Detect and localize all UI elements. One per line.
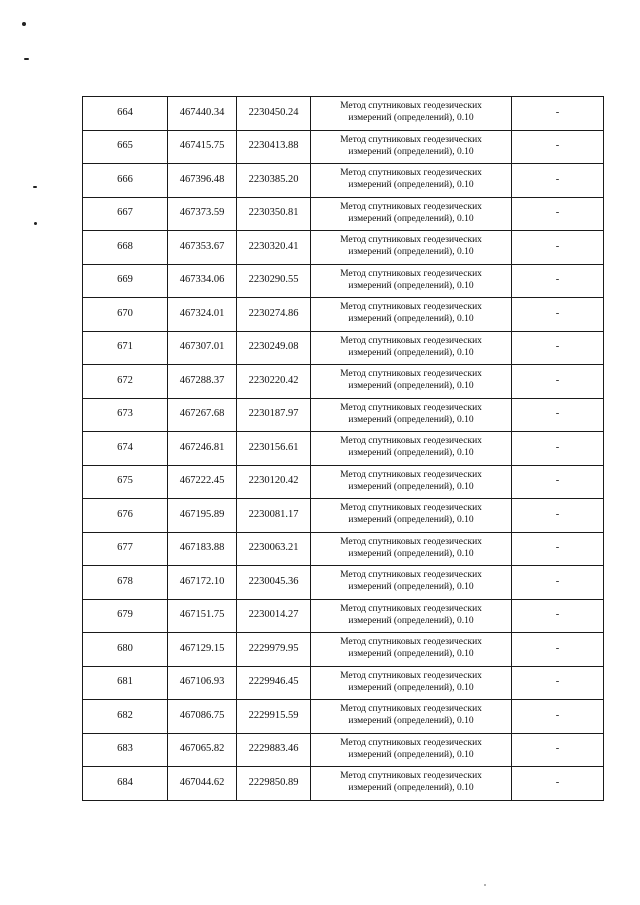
description-cell: - xyxy=(512,97,604,131)
method-cell xyxy=(311,365,512,399)
method-line-1: Метод спутниковых геодезических xyxy=(340,570,482,581)
x-coordinate-cell: 467151.75 xyxy=(168,599,237,633)
x-coordinate-cell: 467415.75 xyxy=(168,130,237,164)
y-coordinate-cell: 2230350.81 xyxy=(237,197,311,231)
method-cell xyxy=(311,733,512,767)
method-line-1: Метод спутниковых геодезических xyxy=(340,168,482,179)
table-row xyxy=(83,633,604,667)
method-line-1: Метод спутниковых геодезических xyxy=(340,603,482,614)
point-number-cell: 665 xyxy=(83,130,168,164)
x-coordinate-cell: 467183.88 xyxy=(168,532,237,566)
table-row xyxy=(83,767,604,801)
description-cell: - xyxy=(512,264,604,298)
y-coordinate-cell: 2230045.36 xyxy=(237,566,311,600)
point-number-cell: 667 xyxy=(83,197,168,231)
method-cell xyxy=(311,566,512,600)
method-line-2: измерений (определений), 0.10 xyxy=(348,548,474,559)
method-line-2: измерений (определений), 0.10 xyxy=(348,381,474,392)
method-line-1: Метод спутниковых геодезических xyxy=(340,637,482,648)
method-cell xyxy=(311,130,512,164)
point-number-cell: 680 xyxy=(83,633,168,667)
x-coordinate-cell: 467195.89 xyxy=(168,499,237,533)
x-coordinate-cell: 467334.06 xyxy=(168,264,237,298)
table-row xyxy=(83,599,604,633)
method-line-1: Метод спутниковых геодезических xyxy=(340,302,482,313)
method-cell xyxy=(311,298,512,332)
method-line-2: измерений (определений), 0.10 xyxy=(348,582,474,593)
point-number-cell: 669 xyxy=(83,264,168,298)
table-row xyxy=(83,432,604,466)
method-line-1: Метод спутниковых геодезических xyxy=(340,402,482,413)
table-row xyxy=(83,566,604,600)
y-coordinate-cell: 2230249.08 xyxy=(237,331,311,365)
method-cell xyxy=(311,633,512,667)
method-line-2: измерений (определений), 0.10 xyxy=(348,515,474,526)
coordinates-table-body xyxy=(83,97,604,801)
description-cell: - xyxy=(512,700,604,734)
x-coordinate-cell: 467267.68 xyxy=(168,398,237,432)
method-line-1: Метод спутниковых геодезических xyxy=(340,503,482,514)
method-line-1: Метод спутниковых геодезических xyxy=(340,704,482,715)
y-coordinate-cell: 2229883.46 xyxy=(237,733,311,767)
scan-speck xyxy=(24,58,29,60)
point-number-cell: 679 xyxy=(83,599,168,633)
method-line-1: Метод спутниковых геодезических xyxy=(340,436,482,447)
point-number-cell: 670 xyxy=(83,298,168,332)
description-cell: - xyxy=(512,499,604,533)
description-cell: - xyxy=(512,733,604,767)
y-coordinate-cell: 2230120.42 xyxy=(237,465,311,499)
point-number-cell: 677 xyxy=(83,532,168,566)
method-cell xyxy=(311,331,512,365)
point-number-cell: 664 xyxy=(83,97,168,131)
y-coordinate-cell: 2230274.86 xyxy=(237,298,311,332)
table-row xyxy=(83,298,604,332)
description-cell: - xyxy=(512,197,604,231)
x-coordinate-cell: 467288.37 xyxy=(168,365,237,399)
method-line-2: измерений (определений), 0.10 xyxy=(348,649,474,660)
point-number-cell: 668 xyxy=(83,231,168,265)
method-line-1: Метод спутниковых геодезических xyxy=(340,536,482,547)
y-coordinate-cell: 2230450.24 xyxy=(237,97,311,131)
description-cell: - xyxy=(512,767,604,801)
y-coordinate-cell: 2229850.89 xyxy=(237,767,311,801)
method-cell xyxy=(311,700,512,734)
method-line-1: Метод спутниковых геодезических xyxy=(340,369,482,380)
method-line-1: Метод спутниковых геодезических xyxy=(340,101,482,112)
method-line-2: измерений (определений), 0.10 xyxy=(348,213,474,224)
method-cell xyxy=(311,197,512,231)
table-row xyxy=(83,700,604,734)
x-coordinate-cell: 467440.34 xyxy=(168,97,237,131)
point-number-cell: 671 xyxy=(83,331,168,365)
method-cell xyxy=(311,398,512,432)
point-number-cell: 666 xyxy=(83,164,168,198)
x-coordinate-cell: 467307.01 xyxy=(168,331,237,365)
method-cell xyxy=(311,164,512,198)
table-row xyxy=(83,666,604,700)
method-line-2: измерений (определений), 0.10 xyxy=(348,615,474,626)
description-cell: - xyxy=(512,599,604,633)
y-coordinate-cell: 2230290.55 xyxy=(237,264,311,298)
point-number-cell: 682 xyxy=(83,700,168,734)
y-coordinate-cell: 2230385.20 xyxy=(237,164,311,198)
method-cell xyxy=(311,432,512,466)
method-cell xyxy=(311,231,512,265)
scan-speck xyxy=(484,884,486,886)
table-row xyxy=(83,331,604,365)
method-line-2: измерений (определений), 0.10 xyxy=(348,783,474,794)
method-line-1: Метод спутниковых геодезических xyxy=(340,771,482,782)
y-coordinate-cell: 2229946.45 xyxy=(237,666,311,700)
y-coordinate-cell: 2229915.59 xyxy=(237,700,311,734)
x-coordinate-cell: 467106.93 xyxy=(168,666,237,700)
table-row xyxy=(83,733,604,767)
method-line-2: измерений (определений), 0.10 xyxy=(348,314,474,325)
description-cell: - xyxy=(512,666,604,700)
point-number-cell: 678 xyxy=(83,566,168,600)
table-row xyxy=(83,164,604,198)
x-coordinate-cell: 467373.59 xyxy=(168,197,237,231)
x-coordinate-cell: 467065.82 xyxy=(168,733,237,767)
table-row xyxy=(83,97,604,131)
point-number-cell: 683 xyxy=(83,733,168,767)
x-coordinate-cell: 467222.45 xyxy=(168,465,237,499)
method-line-1: Метод спутниковых геодезических xyxy=(340,201,482,212)
scan-speck xyxy=(34,222,37,225)
table-row xyxy=(83,532,604,566)
x-coordinate-cell: 467353.67 xyxy=(168,231,237,265)
y-coordinate-cell: 2230081.17 xyxy=(237,499,311,533)
method-cell xyxy=(311,767,512,801)
y-coordinate-cell: 2230063.21 xyxy=(237,532,311,566)
y-coordinate-cell: 2230014.27 xyxy=(237,599,311,633)
point-number-cell: 681 xyxy=(83,666,168,700)
description-cell: - xyxy=(512,633,604,667)
point-number-cell: 675 xyxy=(83,465,168,499)
method-line-2: измерений (определений), 0.10 xyxy=(348,749,474,760)
y-coordinate-cell: 2230320.41 xyxy=(237,231,311,265)
method-line-2: измерений (определений), 0.10 xyxy=(348,113,474,124)
table-row xyxy=(83,197,604,231)
method-cell xyxy=(311,599,512,633)
method-cell xyxy=(311,264,512,298)
method-line-1: Метод спутниковых геодезических xyxy=(340,235,482,246)
method-cell xyxy=(311,465,512,499)
coordinates-table xyxy=(82,96,604,801)
description-cell: - xyxy=(512,298,604,332)
y-coordinate-cell: 2230220.42 xyxy=(237,365,311,399)
description-cell: - xyxy=(512,432,604,466)
point-number-cell: 673 xyxy=(83,398,168,432)
table-row xyxy=(83,365,604,399)
description-cell: - xyxy=(512,398,604,432)
x-coordinate-cell: 467324.01 xyxy=(168,298,237,332)
method-line-1: Метод спутниковых геодезических xyxy=(340,268,482,279)
table-row xyxy=(83,499,604,533)
description-cell: - xyxy=(512,130,604,164)
description-cell: - xyxy=(512,331,604,365)
method-line-2: измерений (определений), 0.10 xyxy=(348,146,474,157)
description-cell: - xyxy=(512,465,604,499)
method-line-2: измерений (определений), 0.10 xyxy=(348,682,474,693)
point-number-cell: 676 xyxy=(83,499,168,533)
method-line-1: Метод спутниковых геодезических xyxy=(340,469,482,480)
method-cell xyxy=(311,499,512,533)
table-row xyxy=(83,465,604,499)
method-line-2: измерений (определений), 0.10 xyxy=(348,347,474,358)
method-line-2: измерений (определений), 0.10 xyxy=(348,716,474,727)
table-row xyxy=(83,130,604,164)
method-line-1: Метод спутниковых геодезических xyxy=(340,737,482,748)
description-cell: - xyxy=(512,532,604,566)
method-line-2: измерений (определений), 0.10 xyxy=(348,280,474,291)
y-coordinate-cell: 2229979.95 xyxy=(237,633,311,667)
x-coordinate-cell: 467396.48 xyxy=(168,164,237,198)
description-cell: - xyxy=(512,365,604,399)
table-row xyxy=(83,264,604,298)
scan-speck xyxy=(22,22,26,26)
y-coordinate-cell: 2230187.97 xyxy=(237,398,311,432)
method-line-1: Метод спутниковых геодезических xyxy=(340,335,482,346)
method-cell xyxy=(311,666,512,700)
method-line-1: Метод спутниковых геодезических xyxy=(340,134,482,145)
y-coordinate-cell: 2230413.88 xyxy=(237,130,311,164)
method-line-1: Метод спутниковых геодезических xyxy=(340,670,482,681)
table-row xyxy=(83,398,604,432)
method-line-2: измерений (определений), 0.10 xyxy=(348,448,474,459)
table-row xyxy=(83,231,604,265)
method-cell xyxy=(311,97,512,131)
description-cell: - xyxy=(512,231,604,265)
point-number-cell: 684 xyxy=(83,767,168,801)
description-cell: - xyxy=(512,164,604,198)
method-cell xyxy=(311,532,512,566)
x-coordinate-cell: 467129.15 xyxy=(168,633,237,667)
scan-speck xyxy=(33,186,37,188)
x-coordinate-cell: 467086.75 xyxy=(168,700,237,734)
point-number-cell: 672 xyxy=(83,365,168,399)
point-number-cell: 674 xyxy=(83,432,168,466)
method-line-2: измерений (определений), 0.10 xyxy=(348,481,474,492)
x-coordinate-cell: 467044.62 xyxy=(168,767,237,801)
description-cell: - xyxy=(512,566,604,600)
y-coordinate-cell: 2230156.61 xyxy=(237,432,311,466)
method-line-2: измерений (определений), 0.10 xyxy=(348,180,474,191)
method-line-2: измерений (определений), 0.10 xyxy=(348,247,474,258)
x-coordinate-cell: 467246.81 xyxy=(168,432,237,466)
method-line-2: измерений (определений), 0.10 xyxy=(348,414,474,425)
x-coordinate-cell: 467172.10 xyxy=(168,566,237,600)
